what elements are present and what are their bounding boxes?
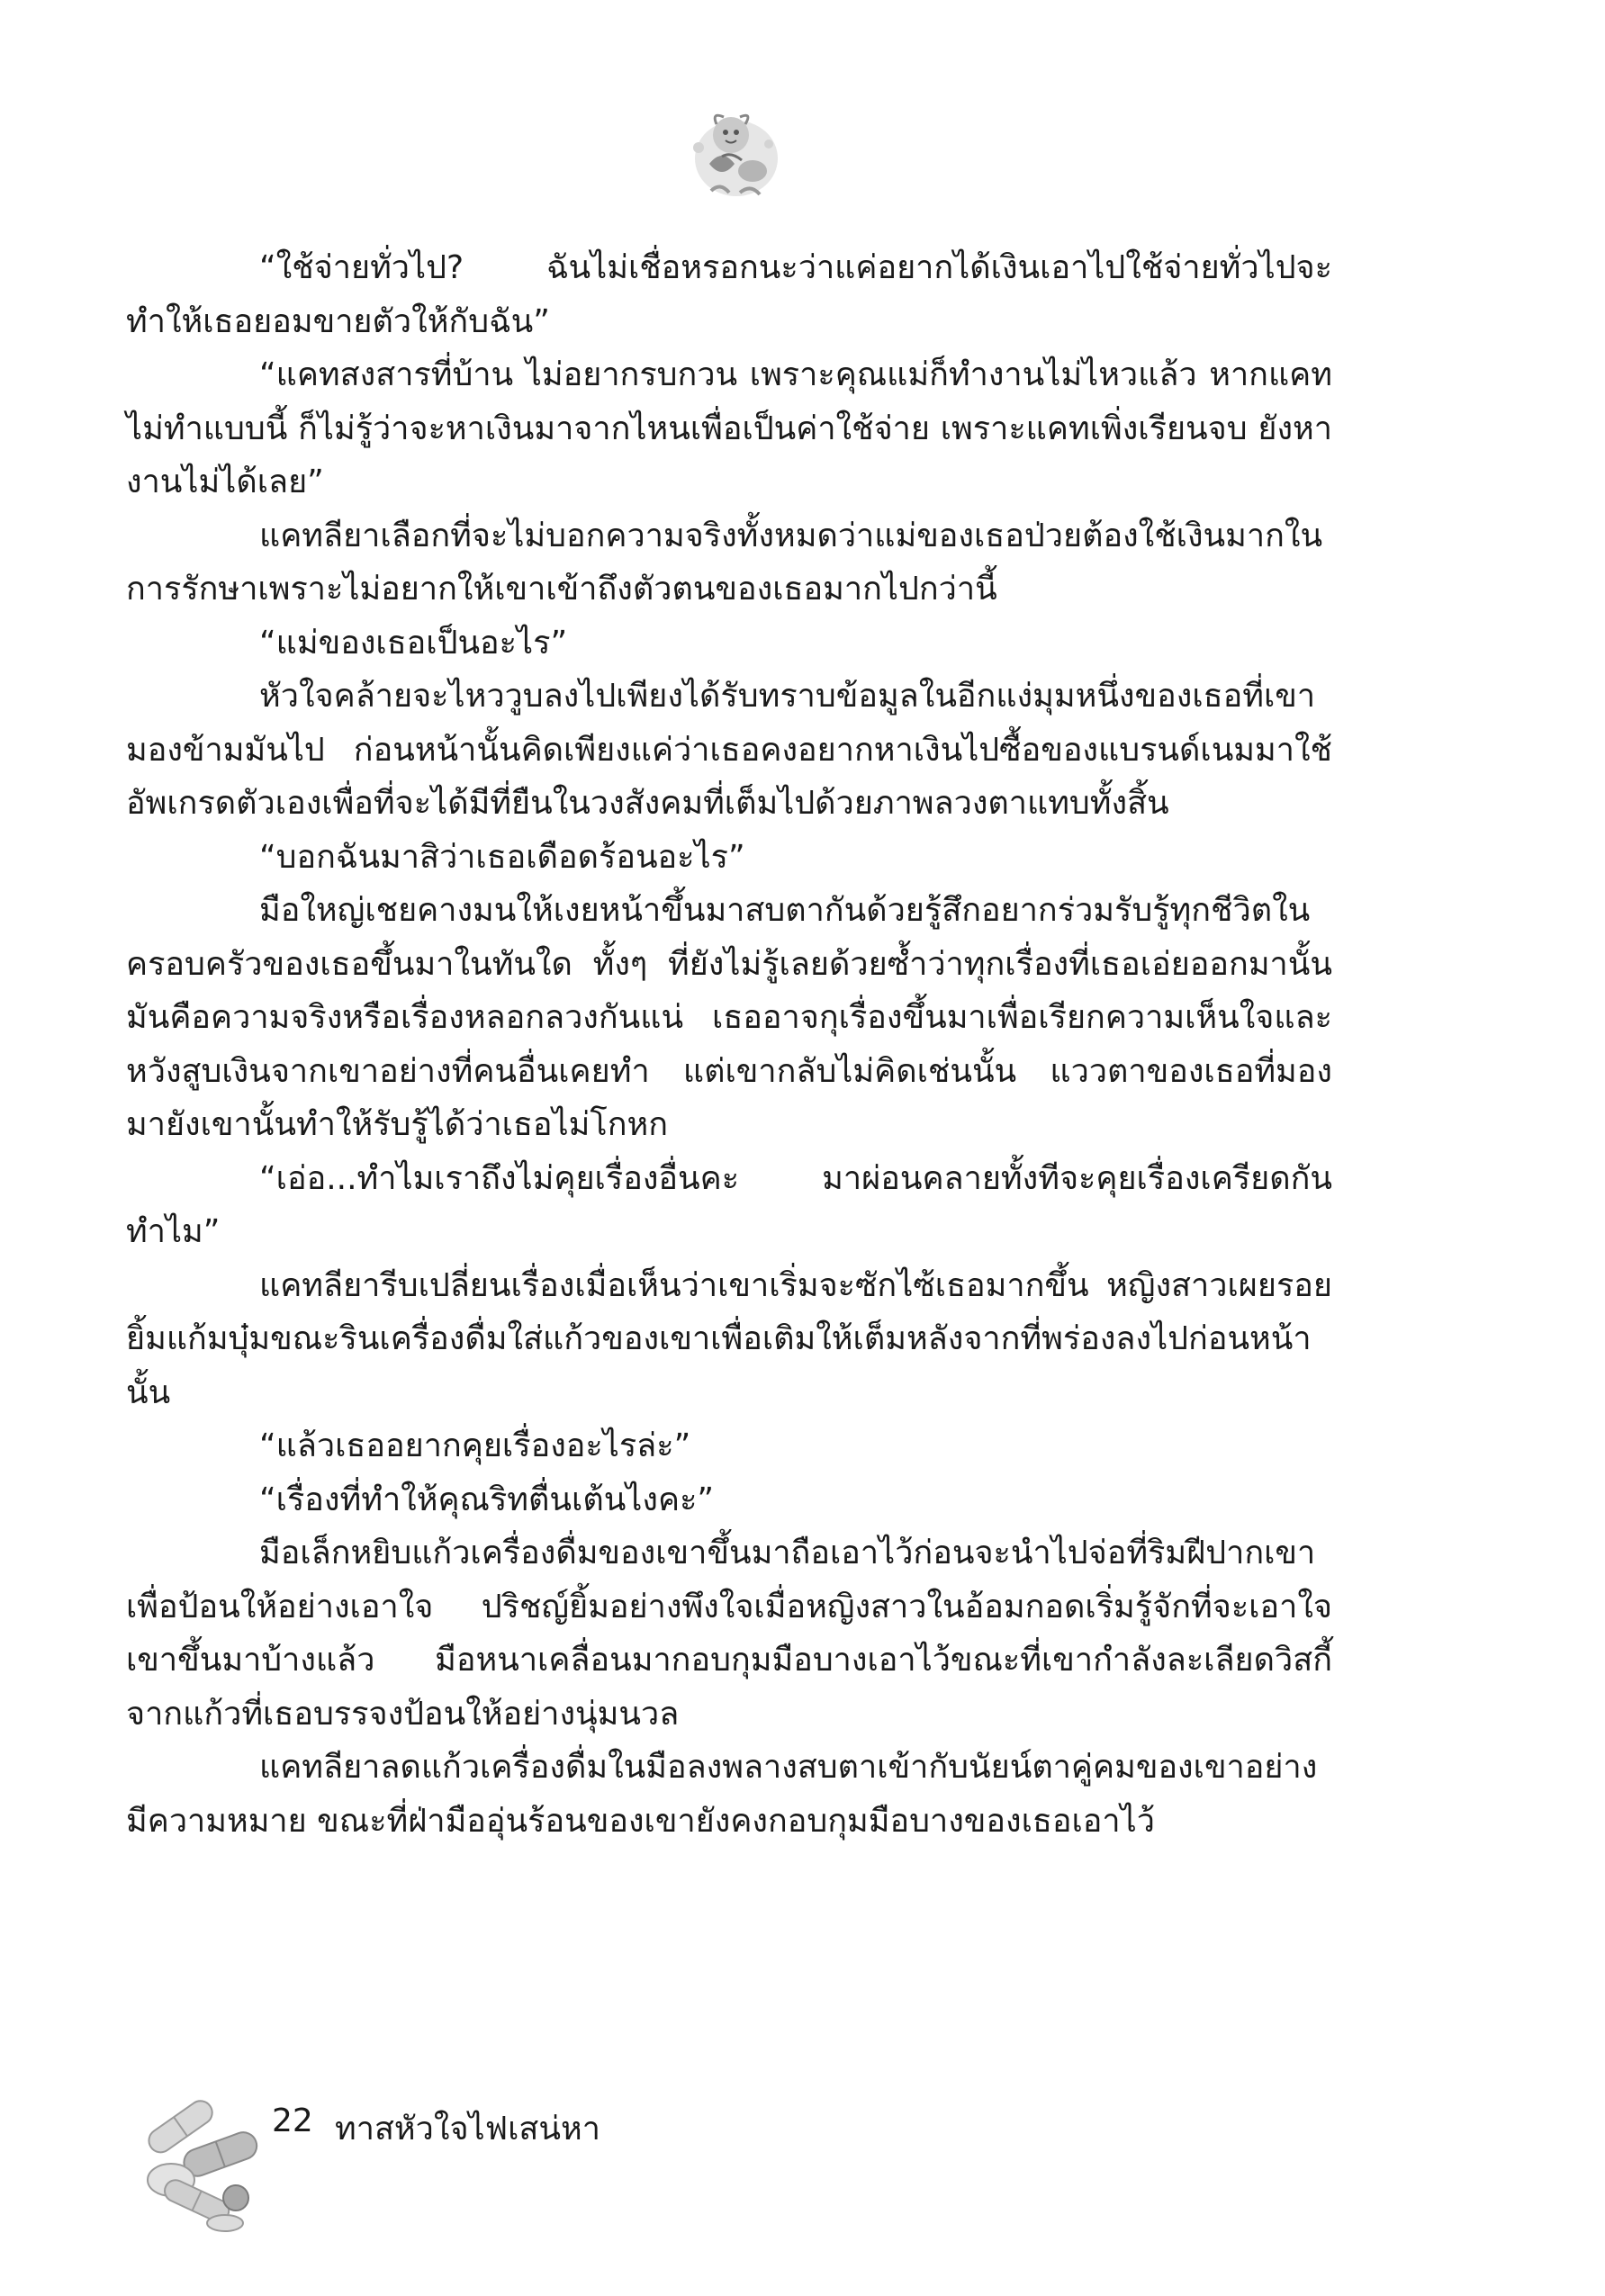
paragraph: “แคทสงสารที่บ้าน ไม่อยากรบกวน เพราะคุณแม่ก็ทำงานไม่ไหวแล้ว หากแคทไม่ทำแบบนี้ ก็ไม่รู้ว่าจะหาเงินมาจากไหนเพื่อเป็นค่าใช้จ่าย เพราะแคทเพิ่งเรียนจบ ยังหางานไม่ได้เลย” [126, 356, 1332, 500]
paragraph: “เรื่องที่ทำให้คุณริทตื่นเต้นไงคะ” [259, 1481, 715, 1518]
paragraph: “แล้วเธออยากคุยเรื่องอะไรล่ะ” [259, 1427, 691, 1464]
pills-ornament-icon [135, 2090, 270, 2234]
body-text [126, 241, 1332, 1848]
paragraph: แคทลียารีบเปลี่ยนเรื่องเมื่อเห็นว่าเขาเริ่มจะซักไซ้เธอมากขึ้น หญิงสาวเผยรอยยิ้มแก้มบุ๋มขณะรินเครื่องดื่มใส่แก้วของเขาเพื่อเติมให้เต็มหลังจากที่พร่องลงไปก่อนหน้านั้น [126, 1266, 1332, 1411]
cartoon-character-ornament-icon [675, 108, 792, 207]
page-number: 22 [272, 2102, 313, 2139]
paragraph: “บอกฉันมาสิว่าเธอเดือดร้อนอะไร” [259, 838, 745, 876]
paragraph: แคทลียาเลือกที่จะไม่บอกความจริงทั้งหมดว่าแม่ของเธอป่วยต้องใช้เงินมากในการรักษาเพราะไม่อยากให้เขาเข้าถึงตัวตนของเธอมากไปกว่านี้ [126, 517, 1323, 608]
paragraph: มือใหญ่เชยคางมนให้เงยหน้าขึ้นมาสบตากันด้วยรู้สึกอยากร่วมรับรู้ทุกชีวิตในครอบครัวของเธอขึ้นมาในทันใด ทั้งๆ ที่ยังไม่รู้เลยด้วยซ้ำว่าทุกเรื่องที่เธอเอ่ยออกมานั้นมันคือความจริงหรือเรื่องหลอกลวงกันแน่ เธออาจกุเรื่องขึ้นมาเพื่อเรียกความเห็นใจและหวังสูบเงินจากเขาอย่างที่คนอื่นเคยทำ แต่เขากลับไม่คิดเช่นนั้น แววตาของเธอที่มองมายังเขานั้นทำให้รับรู้ได้ว่าเธอไม่โกหก [126, 892, 1332, 1143]
paragraph: “เอ่อ...ทำไมเราถึงไม่คุยเรื่องอื่นคะ มาผ่อนคลายทั้งทีจะคุยเรื่องเครียดกันทำไม” [126, 1159, 1332, 1250]
paragraph: “ใช้จ่ายทั่วไป? ฉันไม่เชื่อหรอกนะว่าแค่อยากได้เงินเอาไปใช้จ่ายทั่วไปจะทำให้เธอยอมขายตัวให้กับฉัน” [126, 249, 1332, 340]
paragraph: แคทลียาลดแก้วเครื่องดื่มในมือลงพลางสบตาเข้ากับนัยน์ตาคู่คมของเขาอย่างมีความหมาย ขณะที่ฝ่ามืออุ่นร้อนของเขายังคงกอบกุมมือบางของเธอเอาไว้ [126, 1749, 1318, 1840]
book-title: ทาสหัวใจไฟเสน่หา [335, 2111, 600, 2147]
paragraph: หัวใจคล้ายจะไหววูบลงไปเพียงได้รับทราบข้อมูลในอีกแง่มุมหนึ่งของเธอที่เขามองข้ามมันไป ก่อนหน้านั้นคิดเพียงแค่ว่าเธอคงอยากหาเงินไปซื้อของแบรนด์เนมมาใช้อัพเกรดตัวเองเพื่อที่จะได้มีที่ยืนในวงสังคมที่เต็มไปด้วยภาพลวงตาแทบทั้งสิ้น [126, 678, 1332, 822]
paragraph: “แม่ของเธอเป็นอะไร” [259, 624, 568, 662]
paragraph: มือเล็กหยิบแก้วเครื่องดื่มของเขาขึ้นมาถือเอาไว้ก่อนจะนำไปจ่อที่ริมฝีปากเขาเพื่อป้อนให้อย่างเอาใจ ปริชญ์ยิ้มอย่างพึงใจเมื่อหญิงสาวในอ้อมกอดเริ่มรู้จักที่จะเอาใจเขาขึ้นมาบ้างแล้ว มือหนาเคลื่อนมากอบกุมมือบางเอาไว้ขณะที่เขากำลังละเลียดวิสกี้จากแก้วที่เธอบรรจงป้อนให้อย่างนุ่มนวล [126, 1535, 1332, 1733]
